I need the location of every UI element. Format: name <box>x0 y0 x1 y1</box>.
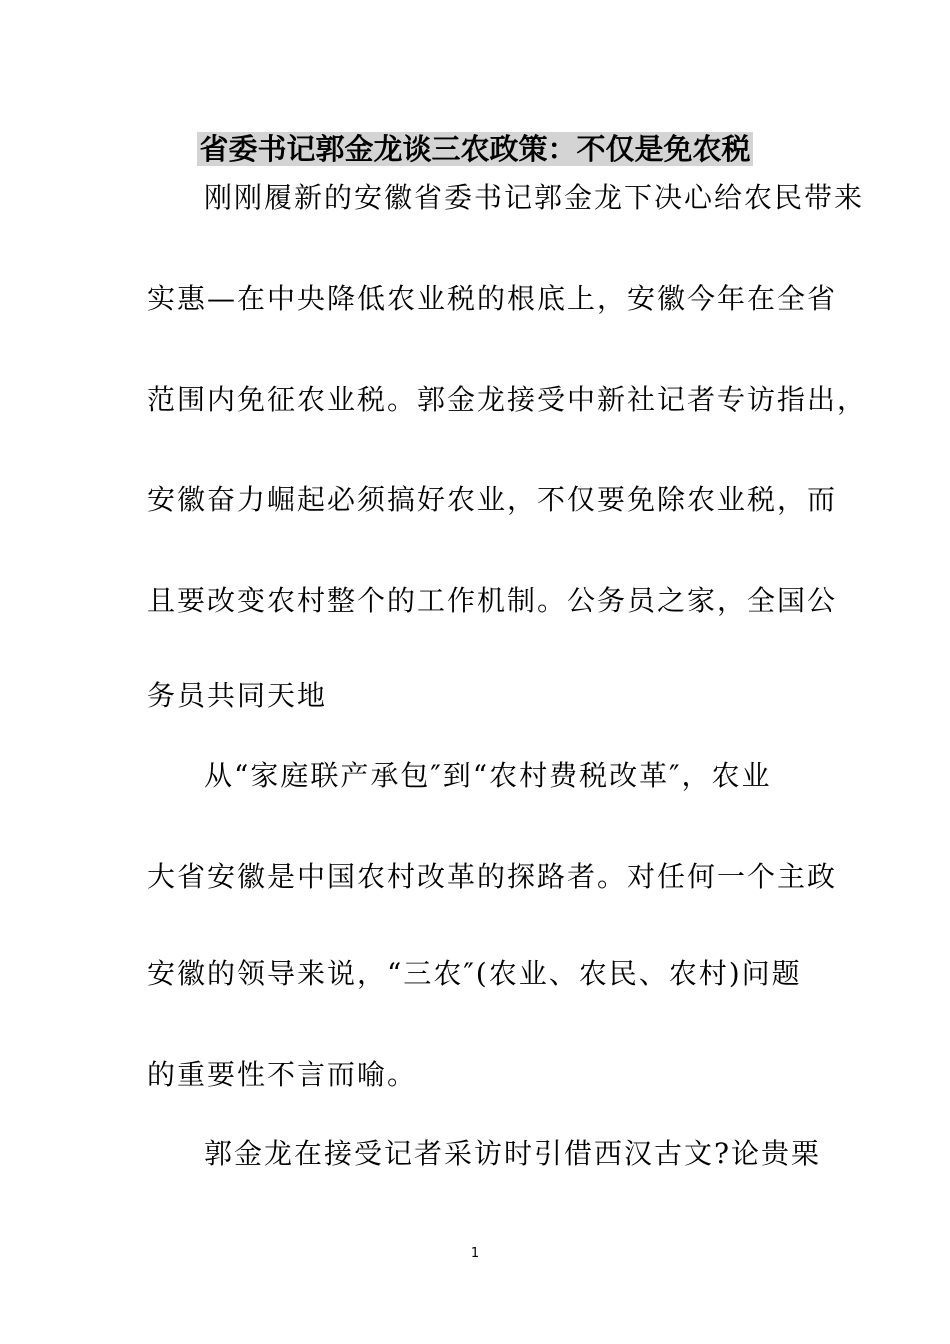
page-number: 1 <box>470 1246 480 1261</box>
paragraph-line: 务员共同天地 <box>147 679 328 712</box>
paragraph-line: 安徽奋力崛起必须搞好农业，不仅要免除农业税，而 <box>147 483 838 516</box>
paragraph-line: 且要改变农村整个的工作机制。公务员之家，全国公 <box>147 584 838 617</box>
paragraph-line: 的重要性不言而喻。 <box>147 1058 418 1091</box>
paragraph-line: 从“家庭联产承包″到“农村费税改革″，农业 <box>204 759 772 792</box>
paragraph-line: 刚刚履新的安徽省委书记郭金龙下决心给农民带来 <box>204 181 865 214</box>
page-title <box>0 127 950 171</box>
paragraph-line: 实惠—在中央降低农业税的根底上，安徽今年在全省 <box>147 282 838 315</box>
page-title-text: 省委书记郭金龙谈三农政策：不仅是免农税 <box>199 132 751 166</box>
paragraph-line: 郭金龙在接受记者采访时引借西汉古文?论贵栗 <box>204 1137 822 1170</box>
paragraph-line: 范围内免征农业税。郭金龙接受中新社记者专访指出， <box>147 383 868 416</box>
paragraph-line: 大省安徽是中国农村改革的探路者。对任何一个主政 <box>147 860 838 893</box>
paragraph-line: 安徽的领导来说，“三农″(农业、农民、农村)问题 <box>147 957 802 990</box>
